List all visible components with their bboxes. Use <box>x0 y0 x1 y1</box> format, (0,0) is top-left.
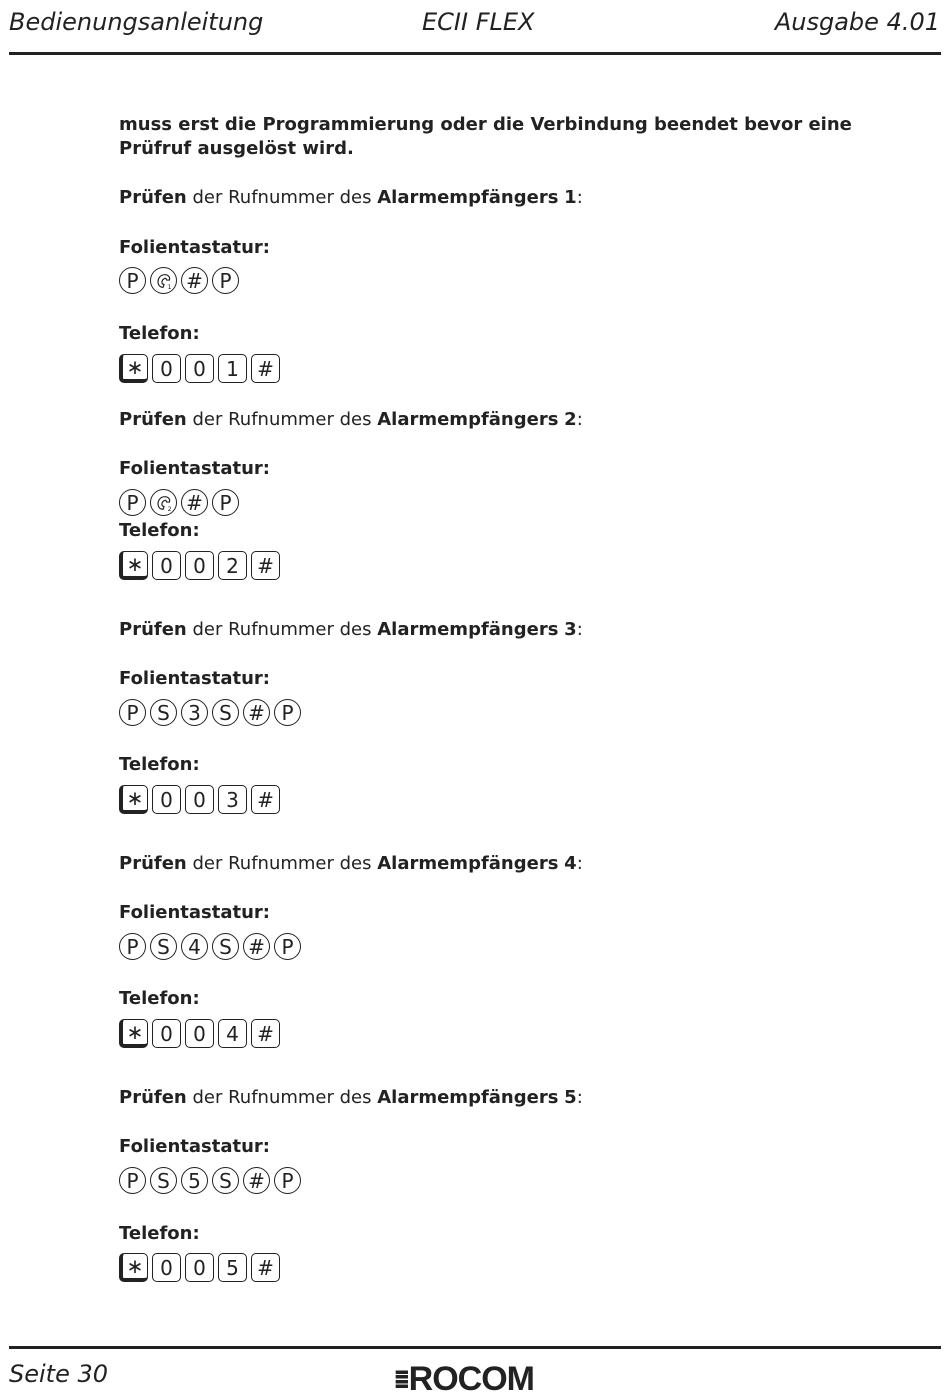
keypad-key: S <box>150 933 177 960</box>
folientastatur-keys <box>119 267 239 294</box>
telefon-keys <box>119 785 280 814</box>
keypad-key: S <box>212 699 239 726</box>
heading-mid: der Rufnummer des <box>186 619 378 640</box>
page-number: Seite 30 <box>9 1360 109 1388</box>
footer-rule <box>9 1346 941 1349</box>
keypad-key: P <box>274 1167 301 1194</box>
phone-key: # <box>251 1253 280 1282</box>
heading-number: 2 <box>564 409 577 430</box>
heading-number: 4 <box>564 853 577 874</box>
keypad-key: P <box>212 489 239 516</box>
phone-key: 0 <box>185 551 214 580</box>
heading-number: 5 <box>564 1087 577 1108</box>
heading-recipient: Alarmempfängers <box>377 1087 559 1108</box>
phone-key: ∗ <box>119 551 148 580</box>
rocom-logo <box>393 1360 534 1399</box>
heading-verb: Prüfen <box>119 853 187 874</box>
phone-key: 0 <box>185 785 214 814</box>
folientastatur-label: Folientastatur: <box>119 668 271 689</box>
section-heading <box>119 618 583 642</box>
phone-key: 3 <box>218 785 247 814</box>
header-right-title: Ausgabe 4.01 <box>774 8 940 36</box>
heading-mid: der Rufnummer des <box>186 1087 378 1108</box>
phone-key: # <box>251 785 280 814</box>
phone-key: 0 <box>185 1019 214 1048</box>
heading-recipient: Alarmempfängers <box>377 619 559 640</box>
keypad-key: P <box>274 699 301 726</box>
heading-verb: Prüfen <box>119 409 187 430</box>
keypad-key: # <box>181 267 208 294</box>
keypad-key: S <box>150 1167 177 1194</box>
keypad-key: P <box>119 267 146 294</box>
keypad-key: P <box>274 933 301 960</box>
keypad-key: S <box>212 933 239 960</box>
heading-verb: Prüfen <box>119 1087 187 1108</box>
phone-key: ∗ <box>119 1253 148 1282</box>
section-heading <box>119 186 583 210</box>
phone-key: # <box>251 551 280 580</box>
keypad-key: # <box>243 933 270 960</box>
keypad-key: P <box>119 1167 146 1194</box>
svg-text:2: 2 <box>167 505 172 512</box>
heading-mid: der Rufnummer des <box>186 853 378 874</box>
keypad-key: P <box>212 267 239 294</box>
keypad-key: # <box>243 1167 270 1194</box>
keypad-key: # <box>243 699 270 726</box>
header-rule <box>9 52 941 55</box>
phone-key: 0 <box>152 785 181 814</box>
header-left-title: Bedienungsanleitung <box>9 8 264 36</box>
keypad-key: 4 <box>181 933 208 960</box>
heading-number: 1 <box>564 187 577 208</box>
phone-key: 0 <box>152 551 181 580</box>
phone-key-icon <box>150 489 177 516</box>
svg-text:1: 1 <box>167 283 172 290</box>
heading-mid: der Rufnummer des <box>186 187 378 208</box>
phone-key-icon <box>150 267 177 294</box>
phone-key: 0 <box>185 1253 214 1282</box>
keypad-key: S <box>150 699 177 726</box>
phone-key: 0 <box>185 354 214 383</box>
heading-recipient: Alarmempfängers <box>377 187 559 208</box>
keypad-key: 5 <box>181 1167 208 1194</box>
folientastatur-label: Folientastatur: <box>119 902 271 923</box>
heading-number: 3 <box>564 619 577 640</box>
telefon-keys <box>119 1019 280 1048</box>
folientastatur-label: Folientastatur: <box>119 1136 271 1157</box>
telefon-keys <box>119 1253 280 1282</box>
phone-key: ∗ <box>119 785 148 814</box>
header-center-title: ECII FLEX <box>422 8 535 36</box>
phone-key: # <box>251 1019 280 1048</box>
phone-key: 0 <box>152 1019 181 1048</box>
section-heading <box>119 852 583 876</box>
heading-recipient: Alarmempfängers <box>377 853 559 874</box>
telefon-keys <box>119 551 280 580</box>
logo-mark-icon: ⁞⁞⁞ <box>393 1364 405 1395</box>
phone-key: 1 <box>218 354 247 383</box>
keypad-key: P <box>119 699 146 726</box>
heading-verb: Prüfen <box>119 187 187 208</box>
phone-key: 0 <box>152 1253 181 1282</box>
folientastatur-label: Folientastatur: <box>119 458 271 479</box>
folientastatur-keys <box>119 933 301 960</box>
intro-text: muss erst die Programmierung oder die Verbindung beendet bevor eine Prüfruf ausgelöst wird. <box>119 114 852 159</box>
telefon-label: Telefon: <box>119 988 200 1009</box>
heading-colon: : <box>576 619 583 640</box>
heading-colon: : <box>576 853 583 874</box>
telefon-label: Telefon: <box>119 754 200 775</box>
phone-key: ∗ <box>119 1019 148 1048</box>
heading-colon: : <box>576 409 583 430</box>
folientastatur-label: Folientastatur: <box>119 237 271 258</box>
phone-key: 2 <box>218 551 247 580</box>
keypad-key: P <box>119 489 146 516</box>
phone-key: 4 <box>218 1019 247 1048</box>
phone-key: 0 <box>152 354 181 383</box>
telefon-label: Telefon: <box>119 520 200 541</box>
heading-mid: der Rufnummer des <box>186 409 378 430</box>
section-heading <box>119 408 583 432</box>
heading-recipient: Alarmempfängers <box>377 409 559 430</box>
heading-verb: Prüfen <box>119 619 187 640</box>
telefon-keys <box>119 354 280 383</box>
keypad-key: # <box>181 489 208 516</box>
folientastatur-keys <box>119 489 239 516</box>
section-heading <box>119 1086 583 1110</box>
folientastatur-keys <box>119 699 301 726</box>
phone-key: ∗ <box>119 354 148 383</box>
heading-colon: : <box>576 1087 583 1108</box>
telefon-label: Telefon: <box>119 1223 200 1244</box>
logo-text: ROCOM <box>408 1360 534 1398</box>
folientastatur-keys <box>119 1167 301 1194</box>
telefon-label: Telefon: <box>119 323 200 344</box>
keypad-key: P <box>119 933 146 960</box>
keypad-key: S <box>212 1167 239 1194</box>
keypad-key: 3 <box>181 699 208 726</box>
phone-key: 5 <box>218 1253 247 1282</box>
heading-colon: : <box>576 187 583 208</box>
phone-key: # <box>251 354 280 383</box>
